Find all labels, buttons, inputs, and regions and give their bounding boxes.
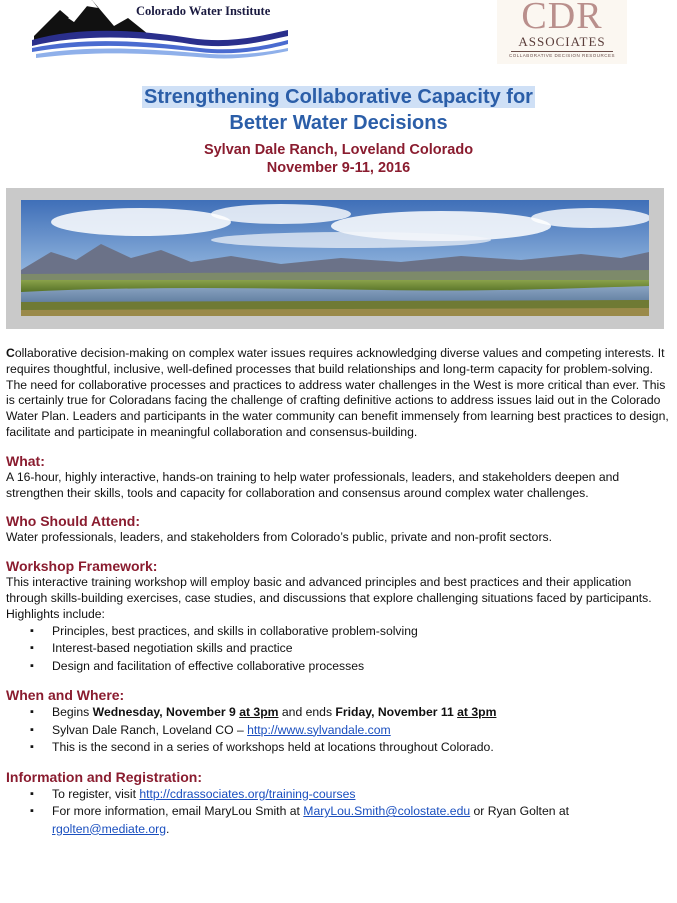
- begin-day: Wednesday, November 9: [92, 705, 236, 720]
- flyer-body: [6, 346, 670, 838]
- info-list: [6, 786, 670, 839]
- list-item: ▪ Principles, best practices, and skills in collaborative problem-solving: [30, 623, 670, 641]
- framework-text: This interactive training workshop will employ basic and advanced principles and best practices and their application through skills-building exercises, case studies, and discussions that explore challenging situations faced by participants. Highlights include:: [6, 575, 652, 621]
- info-heading: Information and Registration:: [6, 768, 202, 785]
- what-text: A 16-hour, highly interactive, hands-on training to help water professionals, leaders, and stakeholders deepen and strengthen their skills, tools and capacity for collaboration and consensus around complex water challenges.: [6, 469, 620, 500]
- intro-initial: C: [6, 346, 15, 360]
- list-item: [30, 722, 670, 740]
- more-info-text: For more information, email MaryLou Smith at: [52, 804, 304, 819]
- title-line-1-text: Strengthening Collaborative Capacity for: [144, 86, 533, 108]
- when-list: [6, 704, 670, 757]
- register-text: To register, visit: [52, 786, 140, 801]
- cdr-associates-text: ASSOCIATES: [518, 34, 606, 49]
- framework-heading: Workshop Framework:: [6, 558, 158, 575]
- begins-label: Begins: [52, 705, 93, 720]
- begin-time: at 3pm: [239, 705, 279, 720]
- what-heading: What:: [6, 452, 45, 469]
- cwi-name: Colorado Water Institute: [136, 4, 271, 18]
- event-location: Sylvan Dale Ranch, Loveland Colorado: [203, 142, 474, 158]
- title-line-1: [0, 86, 677, 109]
- register-link[interactable]: http://cdrassociates.org/training-courses: [139, 786, 356, 801]
- who-text: Water professionals, leaders, and stakeholders from Colorado’s public, private and non-profit sectors.: [6, 530, 553, 545]
- sylvandale-link[interactable]: http://www.sylvandale.com: [247, 722, 391, 737]
- cdr-associates-logo: [497, 0, 627, 64]
- intro-text: ollaborative decision-making on complex water issues requires acknowledging diverse values and competing interests. It requires thoughtful, inclusive, well-defined processes that build relationships and long-term capacity for problem-solving. The need for collaborative processes and practices to address water challenges in the West is more critical than ever. This is certainly true for Coloradans facing the challenge of crafting definitive actions to address issues laid out in the Colorado Water Plan. Leaders and participants in the water community can benefit immensely from learning best practices to design, facilitate and participate in meaningful collaboration and consensus-building.: [6, 346, 669, 439]
- or-text: or Ryan Golten at: [470, 804, 570, 819]
- ends-label: and ends: [278, 705, 336, 720]
- end-time: at 3pm: [457, 705, 497, 720]
- when-heading: When and Where:: [6, 687, 125, 704]
- list-item: ▪ This is the second in a series of workshops held at locations throughout Colorado.: [30, 739, 670, 757]
- cdr-tagline: COLLABORATIVE DECISION RESOURCES: [509, 53, 615, 58]
- list-item: [30, 704, 670, 722]
- list-item: ▪ Interest-based negotiation skills and practice: [30, 640, 670, 658]
- header: [0, 0, 677, 80]
- list-item: ▪ Design and facilitation of effective collaborative processes: [30, 658, 670, 676]
- marylou-email-link[interactable]: MaryLou.Smith@colostate.edu: [303, 804, 471, 819]
- end-period: .: [166, 821, 170, 836]
- cdr-letters: CDR: [521, 0, 603, 37]
- title-line-2: Better Water Decisions: [229, 112, 448, 134]
- framework-list: [6, 623, 670, 676]
- event-dates: November 9-11, 2016: [266, 160, 411, 176]
- intro-paragraph: [6, 346, 670, 441]
- rgolten-email-link[interactable]: rgolten@mediate.org: [52, 821, 166, 836]
- end-day: Friday, November 11: [335, 705, 454, 720]
- place-text: Sylvan Dale Ranch, Loveland CO –: [52, 722, 248, 737]
- cdr-rule: [511, 51, 613, 52]
- landscape-photo: [21, 200, 649, 316]
- who-heading: Who Should Attend:: [6, 513, 140, 530]
- list-item: [30, 803, 670, 838]
- list-item: [30, 786, 670, 804]
- landscape-photo-frame: [6, 188, 664, 329]
